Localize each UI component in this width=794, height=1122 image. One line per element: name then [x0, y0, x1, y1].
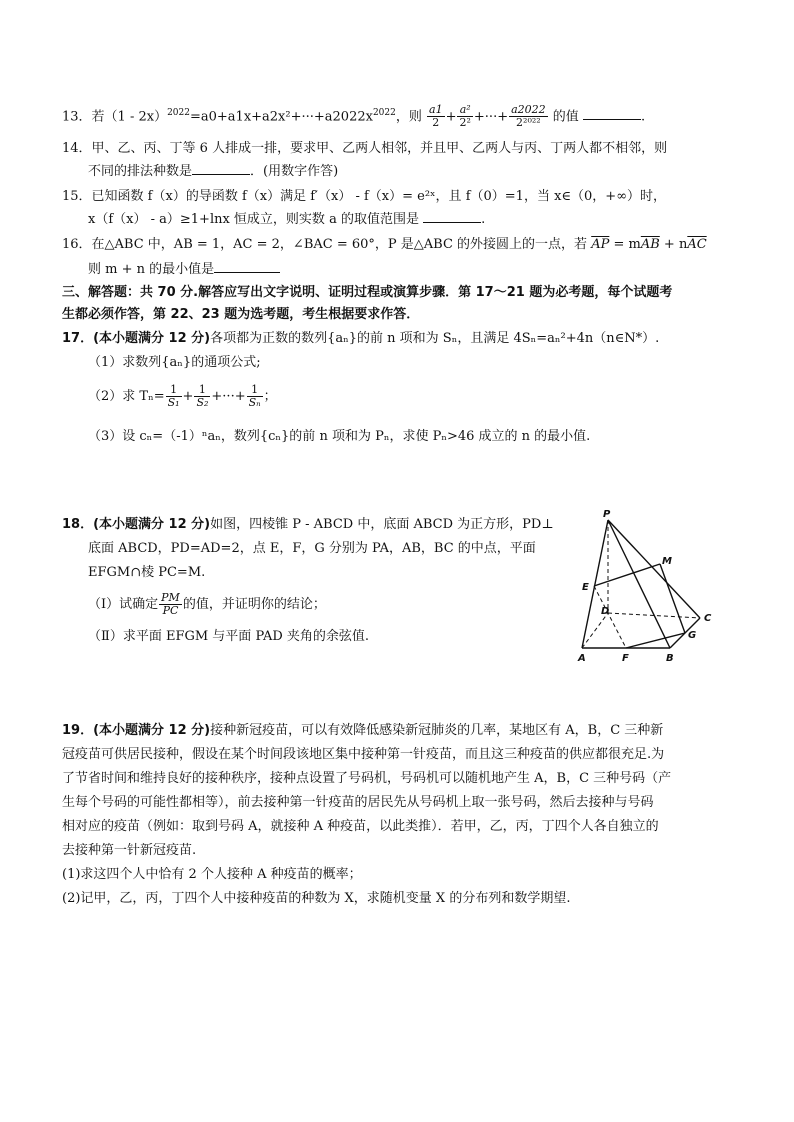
- question-19: [62, 722, 663, 740]
- q13-exponent: 2022: [167, 108, 190, 118]
- q18-line-2: 底面 ABCD，PD=AD=2，点 E，F，G 分别为 PA，AB，BC 的中点，平面: [88, 541, 536, 556]
- vector-ac: $\overline{AC}$: [687, 237, 707, 252]
- q14-line-2: [88, 162, 338, 181]
- q17-part-3: （3）设 cₙ=（-1）ⁿaₙ，数列{cₙ}的前 n 项和为 Pₙ，求使 Pₙ>46 成立的 n 的最小值.: [88, 429, 591, 444]
- q17-p2-text: （2）求 Tₙ=: [88, 389, 165, 404]
- q19-heading: 19．(本小题满分 12 分): [62, 723, 211, 738]
- q13-text-d: 的值: [552, 109, 579, 125]
- q17-p2-end: ；: [263, 389, 277, 404]
- edge-pc: [608, 520, 700, 618]
- label-p: P: [603, 509, 611, 520]
- q19-line-5: 相对应的疫苗（例如：取到号码 A，就接种 A 种疫苗，以此类推）．若甲，乙，丙，丁四个人各自独立的: [62, 819, 659, 834]
- q16-eq: = m: [609, 237, 641, 252]
- q16-text: 16．在△ABC 中，AB = 1，AC = 2，∠BAC = 60°，P 是△ABC 的外接圆上的一点，若: [62, 237, 588, 252]
- edge-pb: [608, 520, 670, 648]
- q18-fraction: $\frac{PM}{PC}$: [161, 591, 180, 617]
- q13-number: 13．: [62, 109, 92, 125]
- q17-part-1: （1）求数列{aₙ}的通项公式;: [88, 355, 261, 370]
- q13-plus: +···+: [473, 109, 509, 125]
- q13-answer-blank: [583, 107, 641, 120]
- q13-fraction-3: $\frac{a2022}{\text{2²⁰²²}}$: [511, 103, 546, 130]
- q17-part-2: （2）求 Tₙ= $\frac{1}{\text{S₁}}$ + $\frac{1}{\text{S₂}}$ +···+ $\frac{1}{\text{Sₙ}}$ ；: [88, 383, 277, 409]
- q13-exponent-2: 2022: [372, 108, 396, 118]
- q16-text-2: 则 m + n 的最小值是: [88, 262, 215, 277]
- q19-part-2: (2)记甲，乙，丙，丁四个人中接种疫苗的种数为 X，求随机变量 X 的分布列和数学期望.: [62, 891, 571, 906]
- q13-text-c: ，则: [395, 109, 422, 125]
- edge-ef: [594, 586, 626, 648]
- q13-fraction-1: $\frac{a1}{2}$: [429, 103, 443, 130]
- q17-fraction-1: $\frac{1}{\text{S₁}}$: [167, 383, 180, 409]
- question-18: [62, 516, 554, 534]
- label-m: M: [662, 556, 672, 567]
- q15-answer-blank: [423, 210, 481, 223]
- q15-line-2: x（f（x） - a）≥1+lnx 恒成立，则实数 a 的取值范围是 .: [88, 212, 486, 227]
- q18-p1-text: （Ⅰ）试确定: [88, 597, 159, 612]
- q19-line-6: 去接种第一针新冠疫苗.: [62, 843, 197, 858]
- question-17: [62, 330, 659, 348]
- q17-p2-mid: +···+: [211, 389, 246, 404]
- q13-fraction-2: $\frac{\text{a²}}{\text{2²}}$: [459, 103, 471, 130]
- edge-em: [594, 564, 660, 586]
- q13-text-b: =a0+a1x+a2x²+···+a2022x: [189, 109, 373, 125]
- q17-heading: 17．(本小题满分 12 分): [62, 331, 211, 346]
- label-d: D: [601, 606, 610, 617]
- vector-ap: $\overline{AP}$: [591, 237, 610, 252]
- q19-part-1: (1)求这四个人中恰有 2 个人接种 A 种疫苗的概率；: [62, 867, 362, 882]
- label-a: A: [578, 653, 586, 664]
- q19-line-4: 生每个号码的可能性都相等），前去接种第一针疫苗的居民先从号码机上取一张号码，然后去接种与号码: [62, 795, 654, 810]
- label-g: G: [688, 630, 697, 641]
- q14-line-1: 14．甲、乙、丙、丁等 6 人排成一排，要求甲、乙两人相邻，并且甲、乙两人与丙、丁两人都不相邻，则: [62, 141, 668, 156]
- q19-line-2: 冠疫苗可供居民接种，假设在某个时间段该地区集中接种第一针疫苗，而且这三种疫苗的供应都很充足.为: [62, 747, 665, 762]
- label-c: C: [704, 613, 712, 624]
- q17-fraction-2: $\frac{1}{\text{S₂}}$: [196, 383, 209, 409]
- q17-fraction-3: $\frac{1}{\text{Sₙ}}$: [248, 383, 261, 409]
- section-3-heading: 三、解答题：共 70 分.解答应写出文字说明、证明过程或演算步骤．第 17～21 题为必考题，每个试题考: [62, 285, 673, 300]
- q18-part-1: [88, 592, 326, 617]
- q18-p1-text-b: 的值，并证明你的结论；: [182, 597, 326, 612]
- pyramid-figure: [572, 508, 722, 668]
- q16-plus: + n: [659, 237, 688, 252]
- q15-text: x（f（x） - a）≥1+lnx 恒成立，则实数 a 的取值范围是: [88, 212, 419, 227]
- q16-line-2: [88, 260, 280, 279]
- q18-line-3: EFGM∩棱 PC=M.: [88, 565, 206, 580]
- q16-line-1: [62, 236, 707, 254]
- q14-text: 不同的排法种数是: [88, 164, 193, 179]
- q13-text-a: 若（1 - 2x）: [91, 109, 168, 125]
- q17-text: 各项都为正数的数列{aₙ}的前 n 项和为 Sₙ，且满足 4Sₙ=aₙ²+4n（n∈N*）.: [210, 331, 660, 346]
- label-e: E: [582, 582, 589, 593]
- vector-ab: $\overline{AB}$: [640, 237, 660, 252]
- q19-text-1: 接种新冠疫苗，可以有效降低感染新冠肺炎的几率，某地区有 A，B，C 三种新: [210, 723, 664, 738]
- label-b: B: [666, 653, 674, 664]
- section-3-heading-2: 生都必须作答，第 22、23 题为选考题，考生根据要求作答．: [62, 307, 420, 322]
- q15-line-1: 15．已知函数 f（x）的导函数 f（x）满足 f′（x） - f（x）= e²ˣ，且 f（0）=1，当 x∈（0，+∞）时，: [62, 189, 667, 204]
- q18-text-1: 如图，四棱锥 P - ABCD 中，底面 ABCD 为正方形，PD⊥: [210, 517, 554, 532]
- q14-answer-blank: [192, 162, 250, 175]
- question-13: 13．若$(1 - 2x)^{2022}=a0+a1x+a2x^2+\cdot\cdot\cdot+a2022x^{2022}$，则 $\frac{a1}{2}$ + $\frac{\text{a²}}{\text{2²}}$ +···+ $\frac{a2022}{\text{2²⁰²²}}$ 的值 .: [62, 103, 646, 130]
- q18-part-2: （Ⅱ）求平面 EFGM 与平面 PAD 夹角的余弦值.: [88, 629, 370, 644]
- q14-text-b: ．(用数字作答): [250, 164, 339, 179]
- label-f: F: [622, 653, 629, 664]
- q19-line-3: 了节省时间和维持良好的接种秩序，接种点设置了号码机，号码机可以随机地产生 A，B，C 三种号码（产: [62, 771, 672, 786]
- q16-answer-blank: [214, 260, 280, 273]
- edge-fg: [626, 633, 685, 648]
- q18-heading: 18．(本小题满分 12 分): [62, 517, 211, 532]
